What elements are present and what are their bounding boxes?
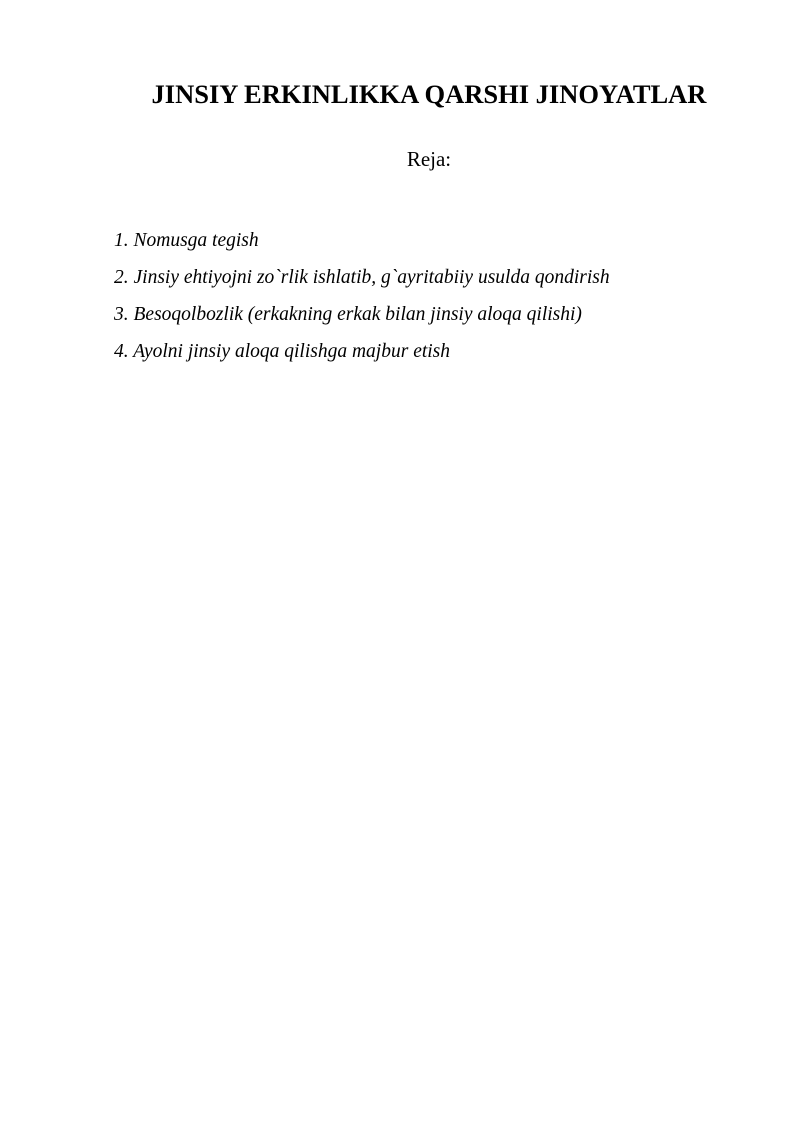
document-title: JINSIY ERKINLIKKA QARSHI JINOYATLAR [151, 79, 707, 109]
plan-item-3: 3. Besoqolbozlik (erkakning erkak bilan jinsiy aloqa qilishi) [114, 304, 582, 325]
plan-heading: Reja: [406, 147, 452, 171]
plan-item-1: 1. Nomusga tegish [114, 230, 259, 251]
plan-item-4: 4. Ayolni jinsiy aloqa qilishga majbur etish [114, 341, 451, 362]
plan-item-2: 2. Jinsiy ehtiyojni zo`rlik ishlatib, g`ayritabiiy usulda qondirish [114, 267, 610, 288]
plan-list [114, 227, 610, 375]
